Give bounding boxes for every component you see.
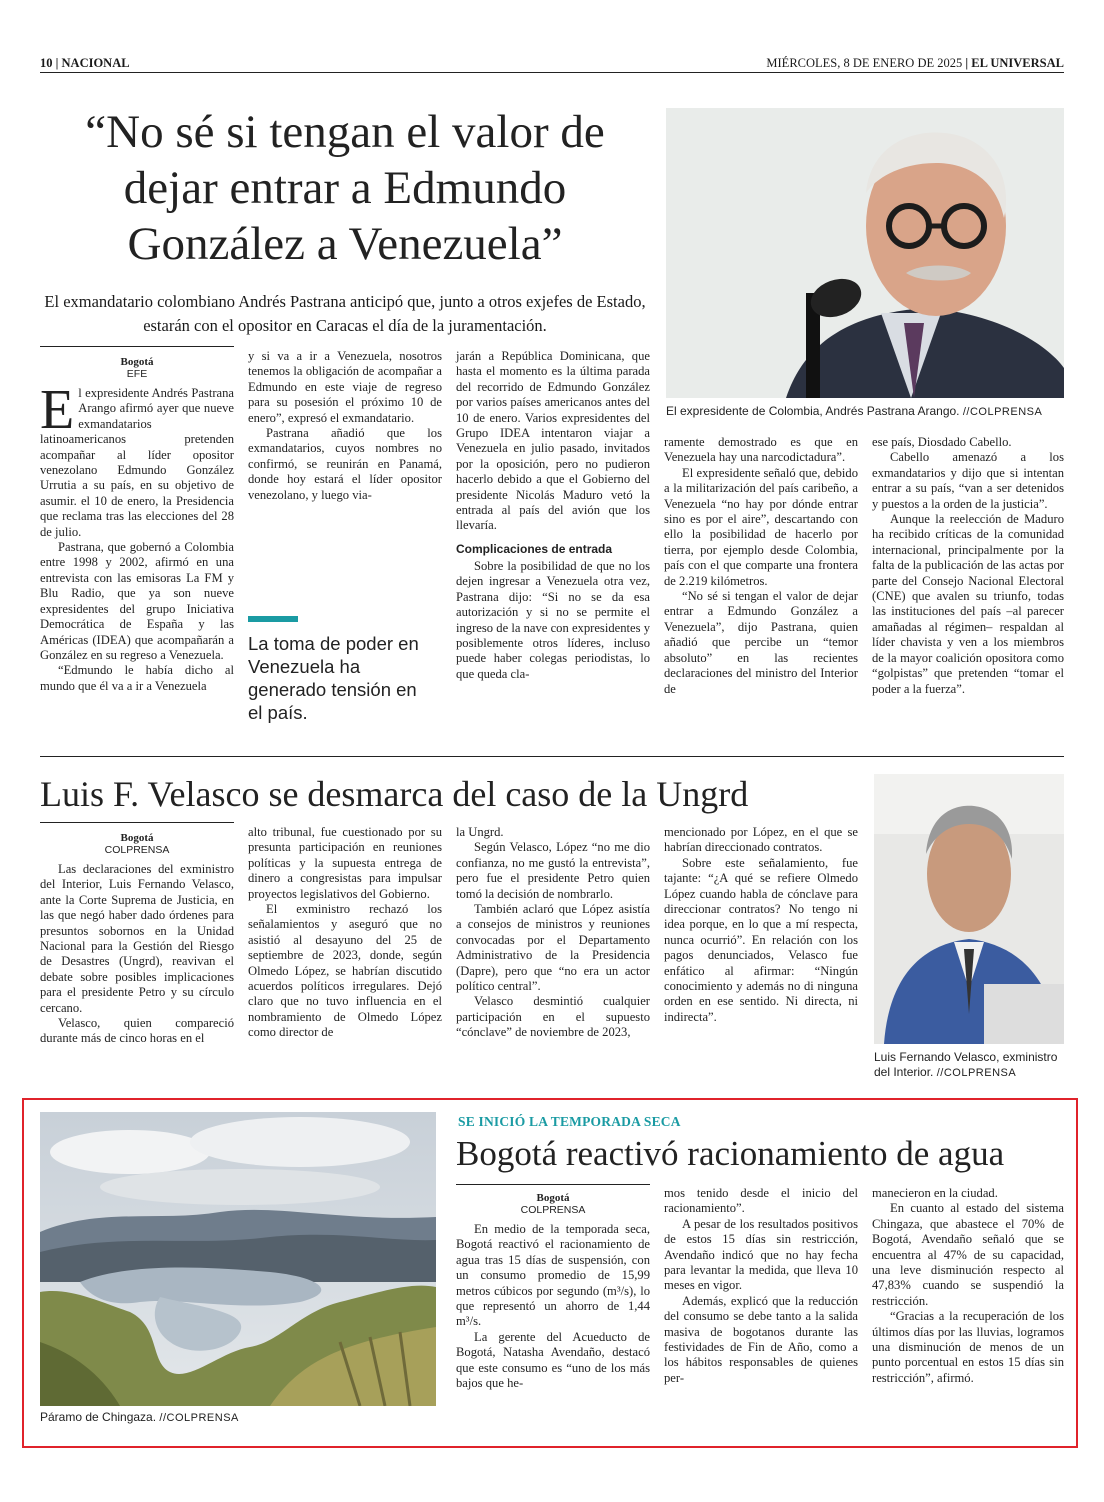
velasco-photo [874, 774, 1064, 1044]
article1-col5: ese país, Diosdado Cabello. Cabello amenazó a los exmandatarios y dijo que si intentan entrar a su país, “van a ser detenidos y puestos a la orden de la justicia”. Aunque la reelección de Maduro ha recibido críticas de la comunidad internacional, principalmente por la falta de la publicación de las actas por parte del Consejo Nacional Electoral (CNE) que avalen su triunfo, todas las instituciones del país –al parecer amañadas al régimen– respaldan al líder chavista y ven a los miembros de la mayor coalición opositora como “golpistas” que pretenden “tomar el poder a la fuerza”. [872, 435, 1064, 696]
velasco-photo-illustration [874, 774, 1064, 1044]
article1-col1: Bogotá EFE El expresidente Andrés Pastrana Arango afirmó ayer que nueve exmandatarios latinoamericanos pretenden acompañar al líder opositor venezolano Edmundo González Urrutia a su país, en su objetivo de asumir. el 10 de enero, la Presidencia que reclama tras las elecciones del 28 de julio. Pastrana, que gobernó a Colombia entre 1998 y 2002, afirmó en una entrevista con las emisoras La FM y Blu Radio, que ya son nueve expresidentes del grupo Iniciativa Democrática de España y las Américas (IDEA) que acompañarán a González en su regreso a Venezuela. “Edmundo le había dicho al mundo que él va a ir a Venezuela [40, 356, 234, 693]
page-date: MIÉRCOLES, 8 DE ENERO DE 2025 [766, 56, 963, 70]
article3-col1: Bogotá COLPRENSA En medio de la temporada seca, Bogotá reactivó el racionamiento de agua tras 15 días de suspensión, con un consumo promedio de 15,99 metros cúbicos por segundo (m³/s), lo que representó un ahorro de 1,44 m³/s. La gerente del Acueducto de Bogotá, Natasha Avendaño, destacó que este consumo es “uno de los más bajos que he- [456, 1192, 650, 1391]
article3-col3: manecieron en la ciudad. En cuanto al estado del sistema Chingaza, que abastece el 70% de Bogotá, Avendaño señaló que se encuentra al 47% de su capacidad, una leve disminución respecto al 47,83% cuando se suspendió la restricción. “Gracias a la recuperación de los últimos días por las lluvias, logramos una disminución de menos de un punto porcentual en estos 15 días sin restricción”, afirmó. [872, 1186, 1064, 1385]
article1-col3: jarán a República Dominicana, que hasta el momento es la última parada del recorrido de Edmundo González por varios países americanos antes del 10 de enero. Varios expresidentes del Grupo IDEA intentaron viajar a Venezuela en julio pasado, invitados por la oposición, pero no pudieron hacerlo debido a que el Gobierno del presidente Nicolás Maduro vetó la entrada al país del avión que los llevaría. Complicaciones de entrada Sobre la posibilidad de que no los dejen ingresar a Venezuela otra vez, Pastrana dijo: “Si no se da esa autorización y si no se permite el ingreso de la nave con expresidentes y posiblemente otros líderes, incluso puede haber colegas periodistas, lo que queda cla- [456, 349, 650, 681]
article1-headline: “No sé si tengan el valor de dejar entrar a Edmundo González a Venezuela” [85, 106, 605, 270]
article2-col4: mencionado por López, en el que se habrían direccionado contratos. Sobre este señalamiento, fue tajante: “¿A qué se refiere Olmedo López cuando habla de cónclave para direccionar contratos? No tengo ni idea porque, en lo que a mí respecta, nunca ocurrió”. En relación con los pagos denunciados, Velasco fue enfático al afirmar: “Ningún conocimiento y además no di ninguna orden en ese sentido. Ni directa, ni indirecta”. [664, 825, 858, 1024]
chingaza-photo-caption: Páramo de Chingaza. //COLPRENSA [40, 1410, 239, 1424]
section-rule [40, 756, 1064, 757]
article1-col2: y si va a ir a Venezuela, nosotros tenemos la obligación de acompañar a Edmundo en este viaje de regreso para su posesión el próximo 10 de enero”, expresó el exmandatario. Pastrana añadió que los exmandatarios, cuyos nombres no confirmó, se reunirán en Panamá, donde hoy estará el líder opositor venezolano, y luego via- [248, 349, 442, 502]
col-rule [40, 346, 234, 347]
section-name: NACIONAL [61, 56, 130, 70]
article1-dateline: Bogotá EFE [120, 356, 154, 380]
article1-col4: ramente demostrado es que en Venezuela hay una narcodictadura”. El expresidente señaló que, debido a la militarización del país caribeño, a Venezuela “no hay por dónde entrar sino es por el aire”, descartando con ello la posibilidad de hacerlo por tierra, por ejemplo desde Colombia, país con el que comparte una frontera de 2.219 kilómetros. “No sé si tengan el valor de dejar entrar a Edmundo González a Venezuela”, dijo Pastrana, quien añadió que percibe un “temor absoluto” en las recientes declaraciones del ministro del Interior de [664, 435, 858, 696]
velasco-photo-caption: Luis Fernando Velasco, exministro del Interior. //COLPRENSA [874, 1050, 1058, 1079]
article3-col2: mos tenido desde el inicio del racionamiento”. A pesar de los resultados positivos de estos 15 días sin restricción, Avendaño indicó que no hay fecha para levantar la medida, que lleva 10 meses en vigor. Además, explicó que la reducción del consumo se debe tanto a la salida masiva de bogotanos durante las festividades de Fin de Año, como a los hábitos responsables de quienes per- [664, 1186, 858, 1385]
pastrana-photo-illustration [666, 108, 1064, 398]
dropcap: E [40, 379, 75, 441]
col-rule-2 [40, 822, 234, 823]
article2-col1: Bogotá COLPRENSA Las declaraciones del exministro del Interior, Luis Fernando Velasco, ante la Corte Suprema de Justicia, en las que negó haber dado órdenes para presuntos sobornos en la Unidad Nacional para la Gestión del Riesgo de Desastres (Ungrd), reavivan el debate sobre posibles implicaciones para el presidente Petro y su círculo cercano. Velasco, quien compareció durante más de cinco horas en el [40, 832, 234, 1046]
chingaza-photo [40, 1112, 436, 1406]
article1-subtitle: El exmandatario colombiano Andrés Pastrana anticipó que, junto a otros exjefes de Estado, estarán con el opositor en Caracas el día de la juramentación. [44, 292, 646, 335]
article2-col2: alto tribunal, fue cuestionado por su presunta participación en reuniones políticas y la supuesta entrega de dinero a congresistas para impulsar proyectos legislativos del Gobierno. El exministro rechazó los señalamientos y aseguró que no asistió al desayuno del 25 de septiembre de 2023, donde, según Olmedo López, se habrían discutido acuerdos políticos irregulares. Dejó claro que no tuvo influencia en el nombramiento de Olmedo López como director de [248, 825, 442, 1040]
page-number: 10 [40, 56, 53, 70]
page-header [40, 56, 1064, 72]
pullquote-accent [248, 616, 298, 622]
col-rule-3 [456, 1184, 650, 1185]
chingaza-photo-illustration [40, 1112, 436, 1406]
article3-kicker: SE INICIÓ LA TEMPORADA SECA [458, 1114, 681, 1129]
article3-dateline: Bogotá COLPRENSA [520, 1192, 586, 1216]
page-date-paper: MIÉRCOLES, 8 DE ENERO DE 2025 | EL UNIVERSAL [766, 56, 1064, 70]
subhead: Complicaciones de entrada [456, 541, 613, 556]
page-section: 10 | NACIONAL [40, 56, 130, 70]
newspaper-name: EL UNIVERSAL [971, 56, 1064, 70]
article2-col3: la Ungrd. Según Velasco, López “no me dio confianza, no me gustó la entrevista”, pero fue el presidente Petro quien tomó la decisión de nombrarlo. También aclaró que López asistía a consejos de ministros y reuniones convocadas por el Departamento Administrativo de la Presidencia (Dapre), pero que “no era un actor político central”. Velasco desmintió cualquier participación en el supuesto “cónclave” de noviembre de 2023, [456, 825, 650, 1040]
pastrana-photo [666, 108, 1064, 398]
header-rule [40, 72, 1064, 73]
article2-dateline: Bogotá COLPRENSA [104, 832, 170, 856]
pull-quote: La toma de poder en Venezuela ha generado tensión en el país. [248, 633, 419, 723]
article3-headline: Bogotá reactivó racionamiento de agua [456, 1134, 1005, 1173]
pastrana-photo-caption: El expresidente de Colombia, Andrés Pastrana Arango. //COLPRENSA [666, 404, 1043, 418]
article2-headline: Luis F. Velasco se desmarca del caso de la Ungrd [40, 774, 749, 814]
